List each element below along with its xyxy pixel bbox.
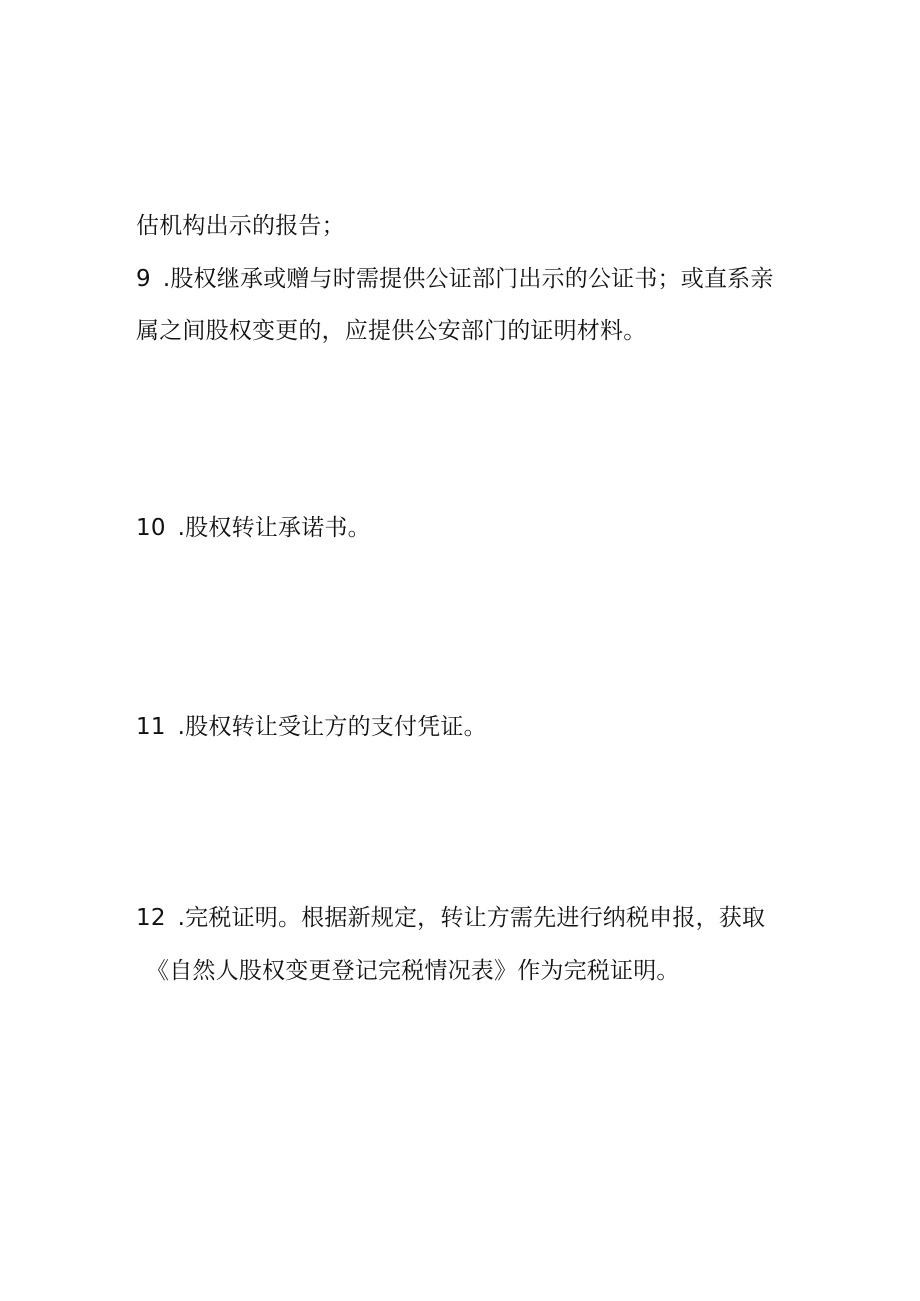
- list-item-9: [136, 264, 774, 294]
- list-item-12-continuation: [146, 956, 680, 986]
- item-number: 9: [136, 266, 151, 292]
- list-item-12: [136, 903, 765, 933]
- item-number: 10: [136, 515, 166, 541]
- item-number: 12: [136, 905, 166, 931]
- item-text: .股权继承或赠与时需提供公证部门出示的公证书；或直系亲: [162, 266, 774, 292]
- paragraph-line-continuation: [136, 211, 345, 241]
- line-text: 估机构出示的报告；: [136, 213, 345, 239]
- item-text: .股权转让承诺书。: [177, 515, 371, 541]
- list-item-9-continuation: [136, 316, 646, 346]
- item-text: .完税证明。根据新规定，转让方需先进行纳税申报，获取: [177, 905, 766, 931]
- list-item-11: [136, 712, 487, 742]
- line-text: 《自然人股权变更登记完税情况表》作为完税证明。: [146, 958, 680, 984]
- line-text: 属之间股权变更的，应提供公安部门的证明材料。: [136, 318, 647, 344]
- list-item-10: [136, 513, 371, 543]
- item-number: 11: [136, 714, 166, 740]
- item-text: .股权转让受让方的支付凭证。: [177, 714, 487, 740]
